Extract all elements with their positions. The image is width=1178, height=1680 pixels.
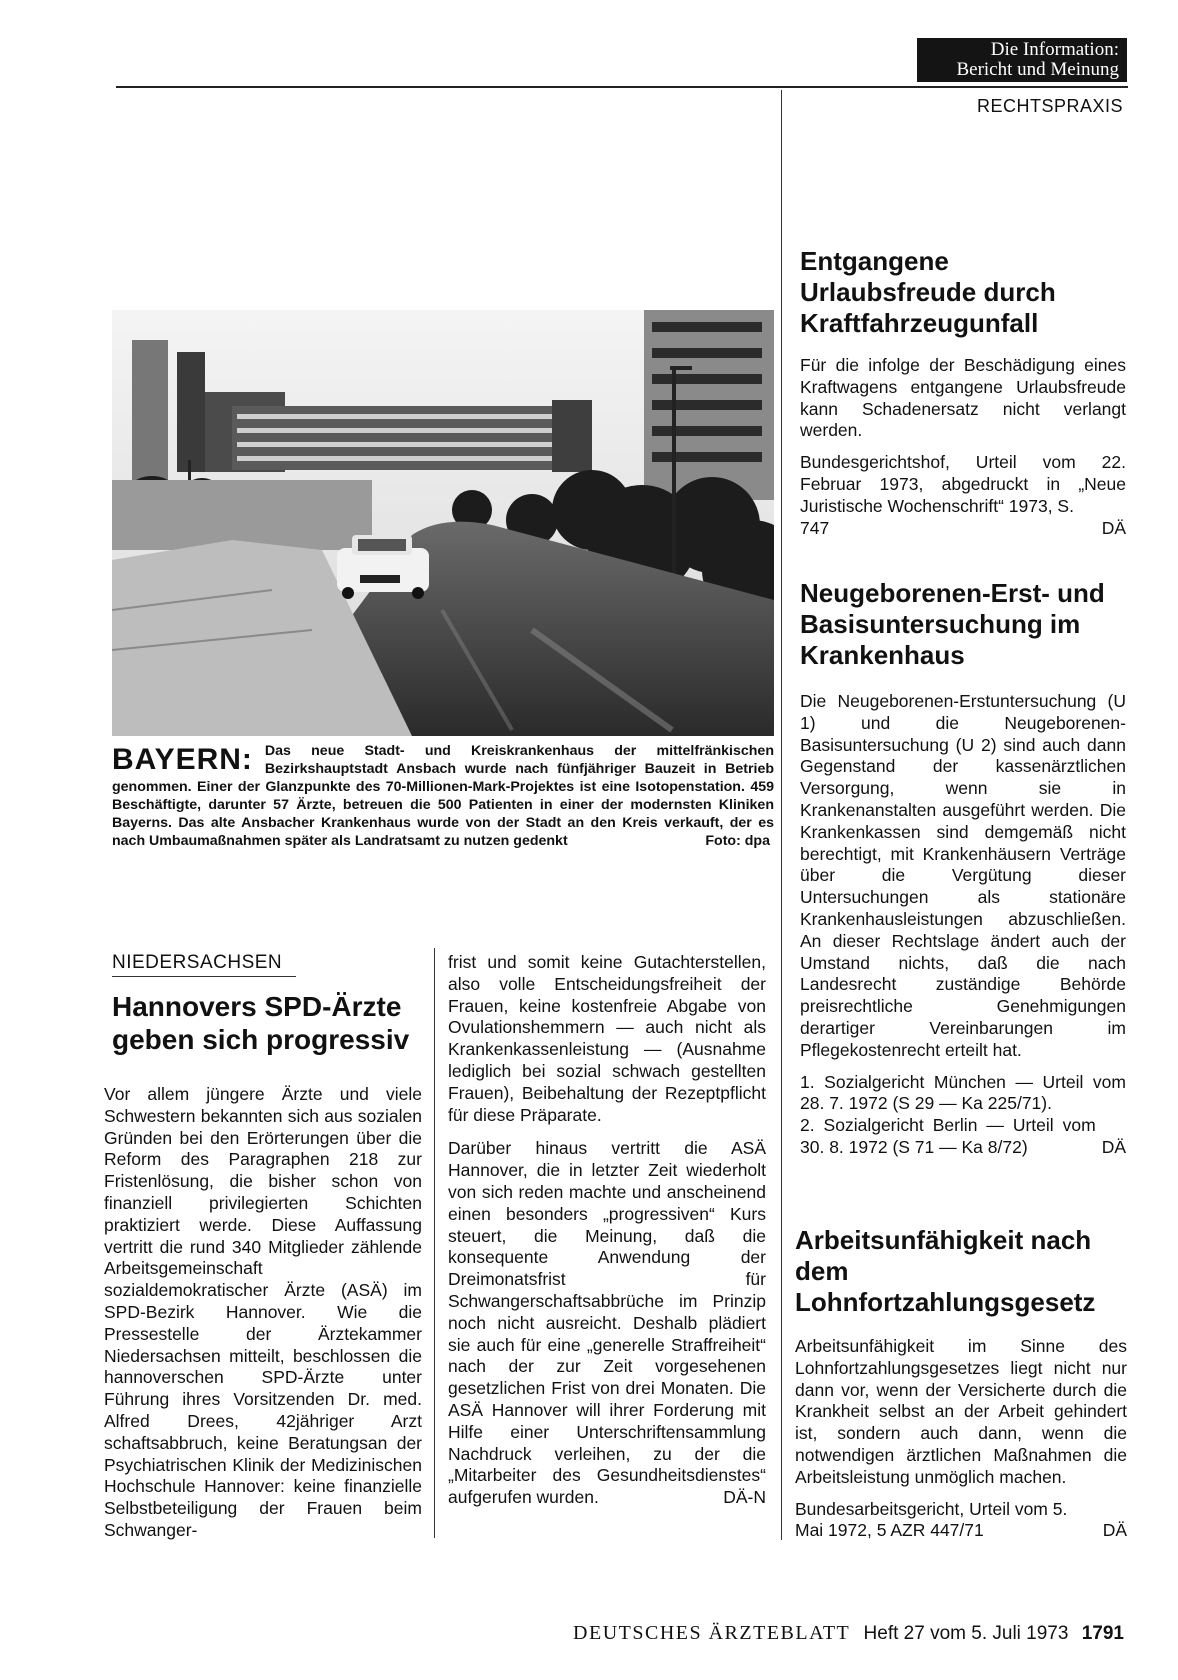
right-article-3-cite-end — [795, 1520, 1127, 1542]
right-article-1-text: Für die infolge der Beschädigung eines Kraftwagens entgangene Urlaubsfreude kann Schadenersatz nicht verlangt werden. — [800, 355, 1126, 441]
left-article-title: Hannovers SPD-Ärzte geben sich progressiv — [112, 991, 410, 1055]
left-article-col2-p2-text: Darüber hinaus vertritt die ASÄ Hannover, die in letzter Zeit wiederholt von sich reden machte und anscheinend einen besonders „progressiven“ Kurs steuert, die Meinung, daß die konsequente Anwendung der Dreimonatsfrist für Schwangerschaftsabbrüche im Prinzip noch nicht ausreicht. Deshalb plädiert sie auch für eine „generelle Straffreiheit“ nach der zur Zeit vorgesehenen gesetzlichen Frist von drei Monaten. Die ASÄ Hannover will ihrer Forderung mit Hilfe einer Unterschriftensammlung Nachdruck verleihen, zu der die „Mitarbeiter des Gesundheitsdienstes“ aufgerufen wurden. — [448, 1138, 766, 1508]
right-article-3-cite: Bundesarbeitsgericht, Urteil vom 5. — [795, 1498, 1068, 1519]
caption-text: Das neue Stadt- und Kreiskrankenhaus der mittelfränkischen Bezirkshauptstadt Ansbach wurde nach fünfjähriger Bauzeit in Betrieb genommen. Einer der Glanzpunkte des 70-Millionen-Mark-Projektes ist eine Isotopenstation. 459 Beschäftigte, darunter 57 Ärzte, betreuen die 500 Patienten in einer der modernsten Kliniken Bayerns. Das alte Ansbacher Krankenhaus wurde von der Stadt an den Kreis verkauft, der es nach Umbaumaßnahmen später als Landratsamt zu nutzen gedenkt — [112, 743, 774, 849]
section-badge — [917, 38, 1127, 82]
section-underline — [112, 976, 296, 977]
footer-journal: DEUTSCHES ÄRZTEBLATT — [573, 1622, 851, 1644]
column-divider-left — [434, 948, 435, 1538]
right-article-1-cite-last: 747 — [800, 517, 830, 538]
right-article-1-cite-end — [800, 518, 1126, 540]
right-article-3 — [795, 1225, 1127, 1542]
badge-line-1: Die Information: — [990, 39, 1119, 60]
right-article-1-signature: DÄ — [1101, 517, 1126, 538]
hospital-photo — [112, 310, 774, 736]
right-article-2-text: Die Neugeborenen-Erstuntersuchung (U 1) und die Neugeborenen-Basisuntersuchung (U 2) sind auch dann Gegenstand der kassenärztlichen Versorgung, wenn sie in Krankenanstalten ausgeführt werden. Die Krankenkassen sind demgemäß nicht berechtigt, mit Krankenhäusern Verträge über die Vergütung dieser Untersuchungen als stationäre Krankenhausleistungen abzuschließen. An dieser Rechtslage ändert auch der Umstand nichts, daß die nach Landesrecht zuständige Behörde preisrechtliche Genehmigungen derartiger Vereinbarungen im Pflegekostenrecht erteilt hat. — [800, 691, 1126, 1060]
right-article-2-cite-1: 1. Sozialgericht München — Urteil vom 28. 7. 1972 (S 29 — Ka 225/71). — [800, 1071, 1126, 1114]
column-divider-right — [781, 90, 782, 1540]
right-article-3-cite-last: Mai 1972, 5 AZR 447/71 — [795, 1520, 984, 1541]
left-article-signature: DÄ-N — [723, 1487, 766, 1508]
header-rule — [116, 86, 1128, 88]
right-article-2-cite-2: 2. Sozialgericht Berlin — Urteil vom 30. 8. 1972 (S 71 — Ka 8/72) — [800, 1115, 1096, 1157]
left-article-col2-p2 — [448, 1138, 766, 1509]
right-article-2 — [800, 578, 1126, 1159]
right-article-3-signature: DÄ — [1102, 1520, 1127, 1541]
page-footer — [510, 1622, 1124, 1645]
right-article-3-title: Arbeitsunfähigkeit nach dem Lohnfortzahlungsgesetz — [795, 1225, 1096, 1317]
left-article-col1 — [104, 1084, 422, 1542]
caption-lead: BAYERN: — [112, 743, 253, 776]
right-article-1-cite: Bundesgerichtshof, Urteil vom 22. Februar 1973, abgedruckt in „Neue Juristische Wochenschrift“ 1973, S. — [800, 452, 1126, 516]
right-article-2-cite-2-row — [800, 1115, 1126, 1159]
right-article-3-text: Arbeitsunfähigkeit im Sinne des Lohnfortzahlungsgesetzes liegt nicht nur dann vor, wenn der Versicherte durch die Krankheit selbst an der Arbeit gehindert ist, sondern auch dann, wenn die notwendigen ärztlichen Maßnahmen die Arbeitsleistung unmöglich machen. — [795, 1336, 1127, 1487]
right-article-2-signature: DÄ — [1101, 1136, 1126, 1157]
left-article-col1-text: Vor allem jüngere Ärzte und viele Schwestern bekannten sich aus sozialen Gründen bei den Erörterungen über die Reform des Paragraphen 218 zur Fristenlösung, die bisher schon von finanziell privilegierten Schichten praktiziert werde. Diese Auffassung vertritt die rund 340 Mitglieder zählende Arbeitsgemeinschaft sozialdemokratischer Ärzte (ASÄ) im SPD-Bezirk Hannover. Wie die Pressestelle der Ärztekammer Niedersachsen mitteilt, beschlossen die hannoverschen SPD-Ärzte unter Führung ihres Vorsitzenden Dr. med. Alfred Drees, 42jähriger Arzt schaftsabbruch, keine Beratungsan der Psychiatrischen Klinik der Medizinischen Hochschule Hannover: keine finanzielle Selbstbeteiligung der Frauen beim Schwanger- — [104, 1084, 422, 1540]
left-article-section: NIEDERSACHSEN — [112, 952, 283, 973]
right-article-1-title: Entgangene Urlaubsfreude durch Kraftfahrzeugunfall — [800, 246, 1056, 338]
left-article-col2 — [448, 952, 766, 1509]
footer-issue: Heft 27 vom 5. Juli 1973 — [863, 1623, 1069, 1644]
right-article-1 — [800, 246, 1126, 539]
right-article-2-title: Neugeborenen-Erst- und Basisuntersuchung im Krankenhaus — [800, 578, 1105, 670]
section-title: RECHTSPRAXIS — [976, 96, 1123, 116]
footer-page-number: 1791 — [1081, 1623, 1124, 1644]
photo-credit: Foto: dpa — [705, 833, 770, 849]
photo-caption — [112, 742, 774, 850]
badge-line-2: Bericht und Meinung — [956, 59, 1119, 80]
left-article-col2-p1: frist und somit keine Gutachterstellen, also volle Entscheidungsfreiheit der Frauen, keine kostenfreie Abgabe von Ovulationshemmern — auch nicht als Krankenkassenleistung — (Ausnahme lediglich bei sozial schwach gestellten Frauen), Beibehaltung der Rezeptpflicht für diese Präparate. — [448, 952, 766, 1125]
